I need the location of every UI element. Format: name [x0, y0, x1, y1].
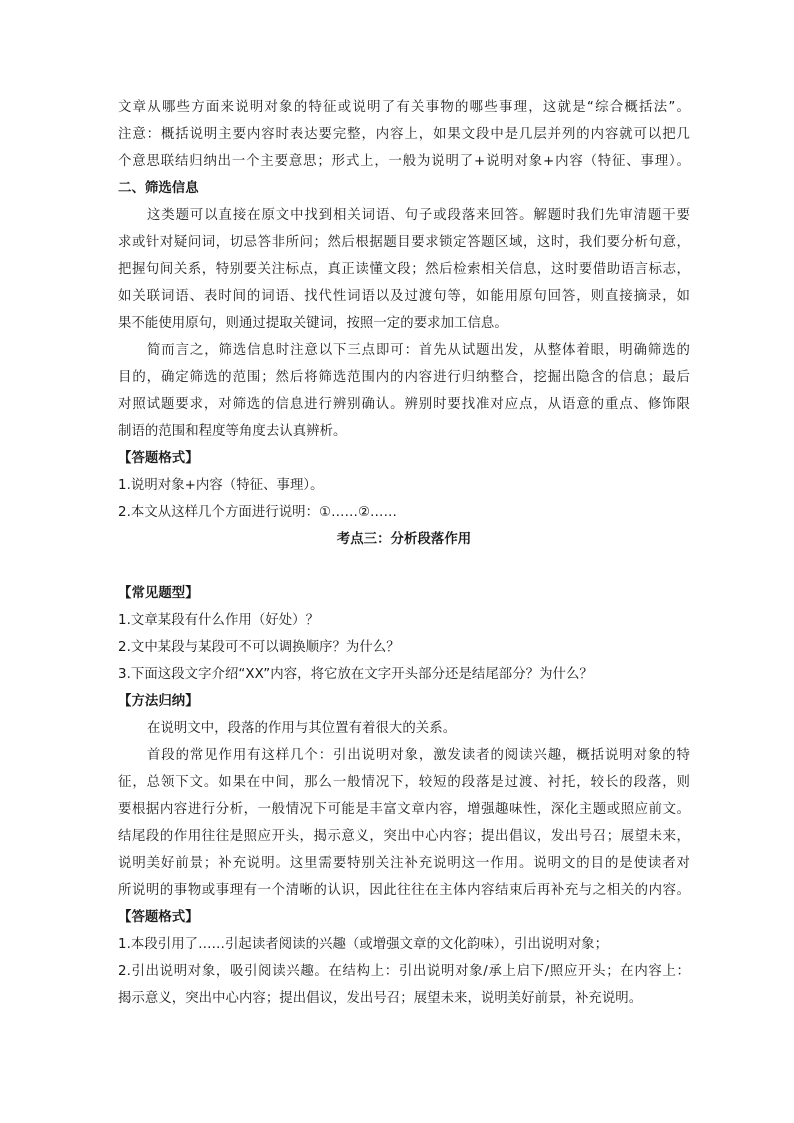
list-item: 1.说明对象+内容（特征、事理）。	[118, 478, 324, 493]
paragraph-line: 结尾段的作用往往是照应开头，揭示意义，突出中心内容；提出倡议，发出号召；展望未来，	[118, 829, 690, 844]
list-item: 揭示意义，突出中心内容；提出倡议，发出号召；展望未来，说明美好前景，补充说明。	[118, 991, 643, 1006]
paragraph-line: 这类题可以直接在原文中找到相关词语、句子或段落来回答。解题时我们先审清题干要	[147, 208, 690, 223]
list-item: 2.引出说明对象，吸引阅读兴趣。在结构上：引出说明对象/承上启下/照应开头；在内容上：	[118, 964, 690, 979]
paragraph-line: 个意思联结归纳出一个主要意思；形式上，一般为说明了+说明对象+内容（特征、事理）。	[118, 154, 690, 169]
paragraph-line: 果不能使用原句，则通过提取关键词，按照一定的要求加工信息。	[118, 316, 508, 331]
paragraph-line: 简而言之，筛选信息时注意以下三点即可：首先从试题出发，从整体着眼，明确筛选的	[147, 343, 690, 358]
list-item: 2.文中某段与某段可不可以调换顺序？为什么？	[118, 640, 400, 655]
paragraph-line: 目的，确定筛选的范围；然后将筛选范围内的内容进行归纳整合，挖掘出隐含的信息；最后	[118, 370, 690, 385]
answer-format-heading: 【答题格式】	[118, 451, 199, 466]
section-title: 考点三：分析段落作用	[336, 532, 472, 547]
list-item: 1.文章某段有什么作用（好处）？	[118, 613, 320, 628]
blank-line	[118, 553, 690, 580]
paragraph-line: 要根据内容进行分析，一般情况下可能是丰富文章内容，增强趣味性，深化主题或照应前文。	[118, 802, 690, 817]
method-heading: 【方法归纳】	[118, 694, 199, 709]
paragraph-line: 文章从哪些方面来说明对象的特征或说明了有关事物的哪些事理，这就是“综合概括法”。	[118, 100, 690, 115]
paragraph-line: 如关联词语、表时间的词语、找代性词语以及过渡句等，如能用原句回答，则直接摘录，如	[118, 289, 690, 304]
paragraph-line: 征，总领下文。如果在中间，那么一般情况下，较短的段落是过渡、衬托，较长的段落，则	[118, 775, 690, 790]
paragraph-line: 对照试题要求，对筛选的信息进行辨别确认。辨别时要找准对应点，从语意的重点、修饰限	[118, 397, 690, 412]
paragraph-line: 在说明文中，段落的作用与其位置有着很大的关系。	[147, 721, 457, 736]
section-heading: 二、筛选信息	[118, 181, 199, 196]
paragraph-line: 说明美好前景；补充说明。这里需要特别关注补充说明这一作用。说明文的目的是使读者对	[118, 856, 690, 871]
paragraph-line: 注意：概括说明主要内容时表达要完整，内容上，如果文段中是几层并列的内容就可以把几	[118, 127, 690, 142]
document-page	[118, 94, 690, 1012]
paragraph-line: 求或针对疑问词，切忌答非所问；然后根据题目要求锁定答题区域，这时，我们要分析句意，	[118, 235, 690, 250]
list-item: 1.本段引用了……引起读者阅读的兴趣（或增强文章的文化韵味），引出说明对象；	[118, 937, 609, 952]
list-item: 3.下面这段文字介绍“XX”内容，将它放在文字开头部分还是结尾部分？为什么？	[118, 667, 593, 682]
list-item: 2.本文从这样几个方面进行说明：①……②……	[118, 505, 397, 520]
paragraph-line: 所说明的事物或事理有一个清晰的认识，因此往往在主体内容结束后再补充与之相关的内容。	[118, 883, 690, 898]
answer-format-heading: 【答题格式】	[118, 910, 199, 925]
paragraph-line: 制语的范围和程度等角度去认真辨析。	[118, 424, 347, 439]
paragraph-line: 把握句间关系，特别要关注标点，真正读懂文段；然后检索相关信息，这时要借助语言标志，	[118, 262, 690, 277]
common-question-heading: 【常见题型】	[118, 586, 199, 601]
paragraph-line: 首段的常见作用有这样几个：引出说明对象，激发读者的阅读兴趣，概括说明对象的特	[147, 748, 690, 763]
